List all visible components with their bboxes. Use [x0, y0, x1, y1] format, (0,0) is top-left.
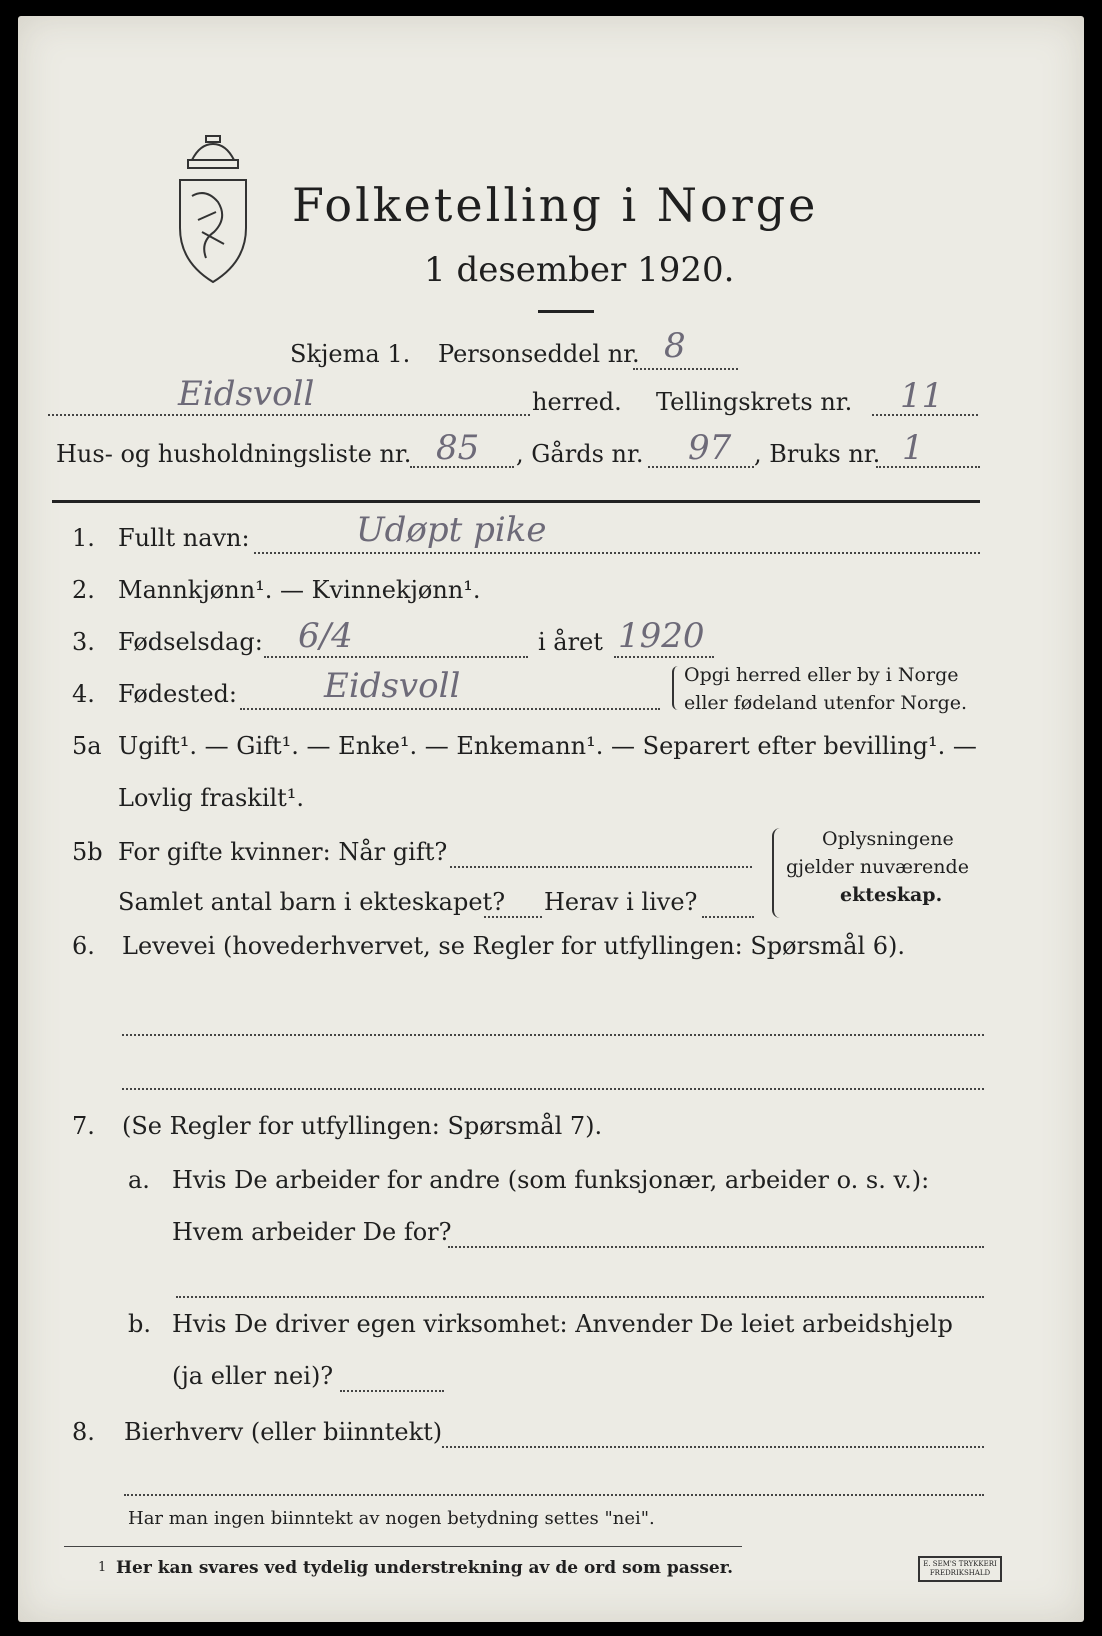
footnote-text: Her kan svares ved tydelig understrekning av de ord som passer.: [116, 1558, 734, 1578]
q7b-letter: b.: [128, 1310, 151, 1338]
q3-number: 3.: [72, 628, 95, 656]
q5a-number: 5a: [72, 732, 102, 760]
q5b-number: 5b: [72, 838, 103, 866]
header-rule: [52, 500, 980, 503]
herred-line: [48, 414, 530, 416]
q8-number: 8.: [72, 1418, 95, 1446]
q7a-employer-label: Hvem arbeider De for?: [172, 1218, 452, 1246]
q7-number: 7.: [72, 1112, 95, 1140]
occupation-line-2: [122, 1088, 984, 1090]
q4-brace: [672, 666, 680, 710]
footnote-rule: [64, 1546, 742, 1547]
children-line: [484, 916, 542, 918]
title-divider: [538, 310, 594, 313]
census-date: 1 desember 1920.: [424, 250, 735, 290]
printer-mark: [918, 1556, 1002, 1582]
birthplace-line: [240, 708, 660, 710]
gards-value[interactable]: 97: [688, 428, 732, 468]
gards-label: , Gårds nr.: [516, 440, 644, 468]
q7a-letter: a.: [128, 1166, 150, 1194]
q1-line: [254, 552, 980, 554]
q3-label: Fødselsdag:: [118, 628, 263, 656]
q5b-children-label: Samlet antal barn i ekteskapet?: [118, 888, 506, 916]
birthdate-value[interactable]: 6/4: [298, 616, 353, 656]
employer-line-1: [448, 1246, 984, 1248]
q5b-note-1: Oplysningene: [822, 828, 954, 850]
gender-options[interactable]: Mannkjønn¹. — Kvinnekjønn¹.: [118, 576, 481, 604]
birthdate-line: [264, 656, 528, 658]
herred-label: herred.: [532, 388, 622, 416]
footnote-mark: 1: [98, 1560, 107, 1575]
bruks-label: , Bruks nr.: [754, 440, 881, 468]
form-title: Folketelling i Norge: [292, 178, 819, 232]
q6-number: 6.: [72, 932, 95, 960]
alive-line: [702, 916, 754, 918]
birthplace-value[interactable]: Eidsvoll: [324, 666, 461, 706]
herred-value[interactable]: Eidsvoll: [178, 374, 315, 414]
side-income-line-2: [124, 1494, 984, 1496]
personseddel-line: [633, 368, 738, 370]
birthyear-line: [614, 656, 714, 658]
q4-note-1: Opgi herred eller by i Norge: [684, 664, 959, 686]
marital-options-1[interactable]: Ugift¹. — Gift¹. — Enke¹. — Enkemann¹. — Separert efter bevilling¹. —: [118, 732, 977, 760]
q1-number: 1.: [72, 524, 95, 552]
q8-label: Bierhverv (eller biinntekt): [124, 1418, 443, 1446]
q7a-text: Hvis De arbeider for andre (som funksjonær, arbeider o. s. v.):: [172, 1166, 930, 1194]
q5b-note-3: ekteskap.: [840, 884, 943, 906]
printer-city: FREDRIKSHALD: [929, 1569, 991, 1577]
bruks-line: [876, 466, 980, 468]
tellingskrets-label: Tellingskrets nr.: [656, 388, 853, 416]
personseddel-label: Personseddel nr.: [438, 340, 640, 368]
q7b-hired-help-label: (ja eller nei)?: [172, 1362, 334, 1390]
q4-note-2: eller fødeland utenfor Norge.: [684, 692, 968, 714]
birthyear-value[interactable]: 1920: [618, 616, 705, 656]
q2-number: 2.: [72, 576, 95, 604]
q1-label: Fullt navn:: [118, 524, 250, 552]
q5b-brace: [772, 828, 780, 918]
norwegian-coat-of-arms-icon: [168, 132, 258, 287]
side-income-line-1: [442, 1446, 984, 1448]
married-date-line: [450, 866, 752, 868]
marital-options-2[interactable]: Lovlig fraskilt¹.: [118, 784, 305, 812]
q7-label: (Se Regler for utfyllingen: Spørsmål 7).: [122, 1112, 603, 1140]
personseddel-value[interactable]: 8: [664, 326, 686, 366]
q4-label: Fødested:: [118, 680, 237, 708]
bruks-value[interactable]: 1: [902, 428, 924, 468]
hus-label: Hus- og husholdningsliste nr.: [56, 440, 412, 468]
q7b-text: Hvis De driver egen virksomhet: Anvender De leiet arbeidshjelp: [172, 1310, 953, 1338]
side-income-note: Har man ingen biinntekt av nogen betydning settes "nei".: [128, 1508, 655, 1529]
printer-name: E. SEM'S TRYKKERI: [923, 1560, 997, 1568]
employer-line-2: [176, 1296, 984, 1298]
hired-help-line: [340, 1390, 444, 1392]
census-form: [18, 16, 1084, 1622]
q6-label: Levevei (hovederhvervet, se Regler for utfyllingen: Spørsmål 6).: [122, 932, 906, 960]
tellingskrets-value[interactable]: 11: [900, 376, 944, 416]
q5b-note-2: gjelder nuværende: [786, 856, 969, 878]
q4-number: 4.: [72, 680, 95, 708]
skjema-label: Skjema 1.: [290, 340, 411, 368]
q5b-married-label: For gifte kvinner: Når gift?: [118, 838, 448, 866]
q5b-alive-label: Herav i live?: [544, 888, 698, 916]
full-name-value[interactable]: Udøpt pike: [356, 510, 547, 550]
occupation-line-1: [122, 1034, 984, 1036]
hus-value[interactable]: 85: [436, 428, 480, 468]
year-label: i året: [538, 628, 603, 656]
